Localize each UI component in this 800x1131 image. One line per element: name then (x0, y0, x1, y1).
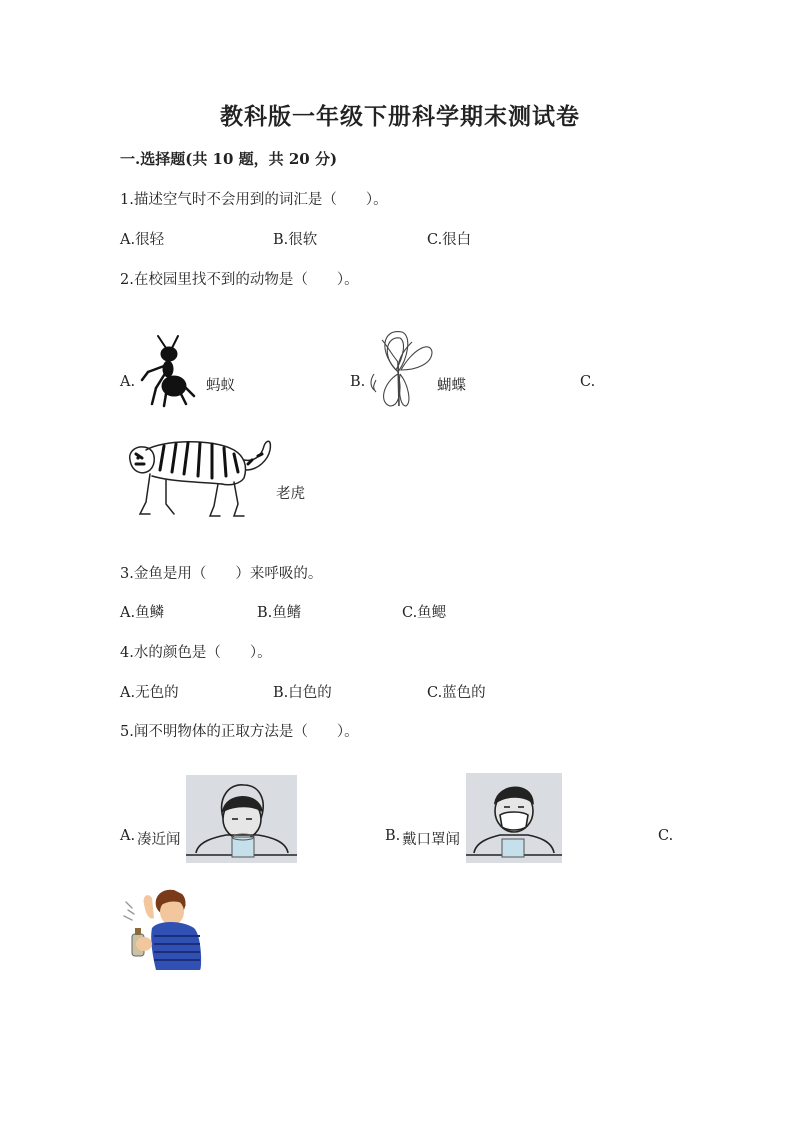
ant-icon (136, 334, 200, 410)
question-2-option-c-label[interactable]: 老虎 (276, 486, 305, 502)
question-1-option-b[interactable]: B.很软 (273, 232, 318, 248)
question-1-option-c[interactable]: C.很白 (427, 232, 472, 248)
question-5-option-c-letter[interactable]: C. (658, 828, 674, 844)
question-1-stem: 1.描述空气时不会用到的词汇是（ ）。 (120, 192, 388, 208)
tiger-icon (122, 430, 274, 522)
question-3-stem: 3.金鱼是用（ ）来呼吸的。 (120, 566, 323, 582)
question-5-option-a-letter[interactable]: A. (120, 828, 136, 844)
question-2-option-b-label[interactable]: 蝴蝶 (437, 378, 466, 394)
question-1-option-a[interactable]: A.很轻 (120, 232, 165, 248)
question-5-option-b-label[interactable]: 戴口罩闻 (402, 832, 460, 848)
question-2-option-a-label[interactable]: 蚂蚁 (206, 378, 235, 394)
question-2-option-c-letter[interactable]: C. (580, 374, 596, 390)
question-4-stem: 4.水的颜色是（ ）。 (120, 645, 272, 661)
question-2-option-b-letter[interactable]: B. (350, 374, 366, 390)
question-4-option-c[interactable]: C.蓝色的 (427, 685, 486, 701)
child-with-mask-icon (466, 773, 562, 863)
question-4-option-a[interactable]: A.无色的 (120, 685, 179, 701)
question-5-stem: 5.闻不明物体的正取方法是（ ）。 (120, 724, 359, 740)
butterfly-icon (368, 322, 436, 410)
question-5-option-b-letter[interactable]: B. (385, 828, 401, 844)
question-3-option-a[interactable]: A.鱼鳞 (120, 605, 165, 621)
question-2-stem: 2.在校园里找不到的动物是（ ）。 (120, 272, 359, 288)
page-title: 教科版一年级下册科学期末测试卷 (220, 103, 580, 130)
child-sniffing-cup-icon (186, 775, 297, 863)
question-5-option-a-label[interactable]: 凑近闻 (137, 832, 181, 848)
question-2-option-a-letter[interactable]: A. (120, 374, 136, 390)
question-3-option-c[interactable]: C.鱼鳃 (402, 605, 447, 621)
child-fanning-bottle-icon (122, 884, 204, 972)
question-4-option-b[interactable]: B.白色的 (273, 685, 332, 701)
section-heading: 一.选择题(共 10 题，共 20 分) (120, 150, 338, 168)
question-3-option-b[interactable]: B.鱼鳍 (257, 605, 302, 621)
